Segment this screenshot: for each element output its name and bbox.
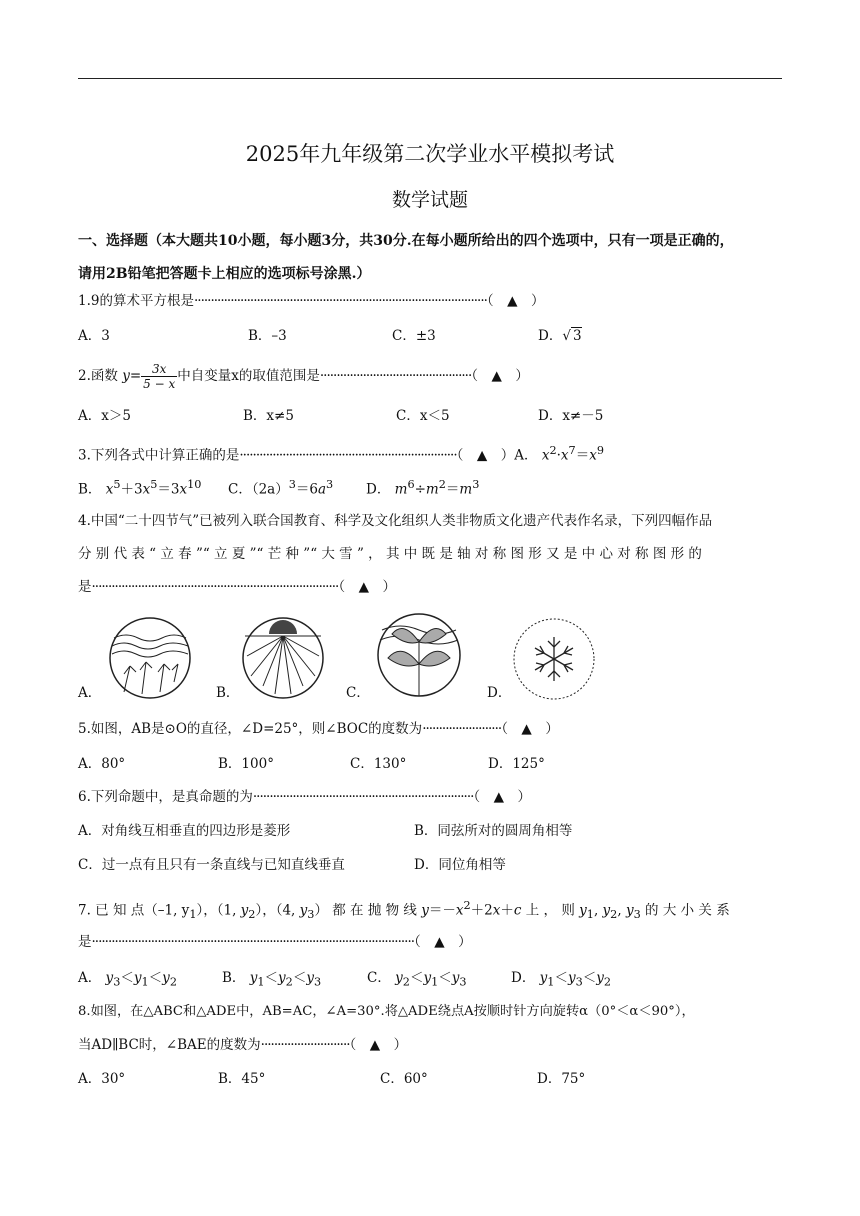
section-heading-line1: 一、选择题（本大题共10小题，每小题3分，共30分.在每小题所给出的四个选项中，只有一项是正确的， <box>78 233 734 249</box>
lixia-icon <box>241 616 325 700</box>
q6-option-a: A．对角线互相垂直的四边形是菱形 <box>78 823 291 839</box>
q3-option-b: B． $x^5+3x^5=3x^{10}$ <box>78 478 202 498</box>
q3-option-d: D． $m^6\div m^2=m^3$ <box>366 478 480 498</box>
q6-option-d: D．同位角相等 <box>414 857 506 873</box>
page-title: 2025年九年级第二次学业水平模拟考试 <box>245 142 615 166</box>
question-3-stem: 3.下列各式中计算正确的是··································································（ ▲ ）A． $x^2\cdot x^7=x^9$ <box>78 444 604 464</box>
q1-option-a: A．3 <box>78 328 110 344</box>
question-8-line1: 8.如图，在△ABC和△ADE中，AB=AC，∠A=30°.将△ADE绕点A按顺时针方向旋转α（0°＜α＜90°）， <box>78 1004 695 1019</box>
section-heading <box>78 225 782 291</box>
q2-fraction: $\frac{3x}{5 - x}$ <box>143 362 176 391</box>
q8-option-d: D．75° <box>537 1071 586 1087</box>
q5-option-d: D．125° <box>488 756 545 772</box>
q8-option-a: A．30° <box>78 1071 126 1087</box>
lichun-icon <box>108 616 192 700</box>
q7-option-d: D． $y_1<y_3<y_2$ <box>511 970 612 989</box>
q7-option-b: B． $y_1<y_2<y_3$ <box>222 970 322 989</box>
q1-option-c: C．±3 <box>392 328 436 344</box>
q1-option-b: B．–3 <box>248 328 287 344</box>
question-1-stem: 1.9的算术平方根是·························································································（ ▲ ） <box>78 293 545 309</box>
question-5-stem: 5.如图，AB是⊙O的直径，∠D=25°，则∠BOC的度数为························（ ▲ ） <box>78 721 559 737</box>
q2-option-c: C．x＜5 <box>396 408 450 424</box>
q5-option-c: C．130° <box>350 756 407 772</box>
q4-option-c: C． <box>346 685 370 701</box>
question-4-stem: 4.中国“二十四节气”已被列入联合国教育、科学及文化组织人类非物质文化遗产代表作名录，下列四幅作品 分 别 代 表 “ 立 春 ”“ 立 夏 ”“ 芒 种 ”“ 大 雪 ” ， 其 中 既 是 轴 对 称 图 形 又 是 中 心 对 称 图 形 的 是···········································································（ ▲ ） <box>78 513 713 595</box>
q1-option-d: D．√ 3 <box>538 328 582 344</box>
q7-option-a: A． $y_3<y_1<y_2$ <box>78 970 177 989</box>
q7-option-c: C． $y_2<y_1<y_3$ <box>367 970 467 989</box>
q6-option-c: C．过一点有且只有一条直线与已知直线垂直 <box>78 857 345 873</box>
question-2-stem: 2.函数 y= $\frac{3x}{5 - x}$ 中自变量x的取值范围是··············································（ ▲ ） <box>78 362 529 391</box>
question-7-line2: 是··································································································（ ▲ ） <box>78 934 472 950</box>
question-7-stem: 7. 已 知 点（–1, $y_1$），（1, $y_2$），（4, $y_3$） 都 在 抛 物 线 $y=-x^2+2x+c$ 上 ， 则 $y_1$, $y_2$, $y_3$ 的 大 小 关 系 <box>78 899 730 922</box>
q3-option-c: C．$(2a)^3=6a^3$ <box>228 478 334 498</box>
question-6-stem: 6.下列命题中，是真命题的为···································································（ ▲ ） <box>78 789 532 805</box>
q5-option-a: A．80° <box>78 756 126 772</box>
q2-option-a: A．x＞5 <box>78 408 131 424</box>
q2-option-b: B．x≠5 <box>243 408 294 424</box>
mangzhong-icon <box>376 612 462 698</box>
header-rule <box>78 78 782 79</box>
q8-option-b: B．45° <box>218 1071 266 1087</box>
q4-option-a: A． <box>78 685 102 701</box>
daxue-snowflake-icon <box>512 617 596 701</box>
q6-option-b: B．同弦所对的圆周角相等 <box>414 823 573 839</box>
q2-option-d: D．x≠－5 <box>538 408 604 424</box>
q5-option-b: B．100° <box>218 756 274 772</box>
q4-option-d: D． <box>487 685 512 701</box>
question-8-line2: 当AD∥BC时，∠BAE的度数为···························（ ▲ ） <box>78 1037 408 1053</box>
q8-option-c: C．60° <box>380 1071 428 1087</box>
page-subtitle: 数学试题 <box>391 189 468 211</box>
section-heading-line2: 请用2B铅笔把答题卡上相应的选项标号涂黑.） <box>78 266 371 282</box>
q4-option-b: B． <box>216 685 240 701</box>
